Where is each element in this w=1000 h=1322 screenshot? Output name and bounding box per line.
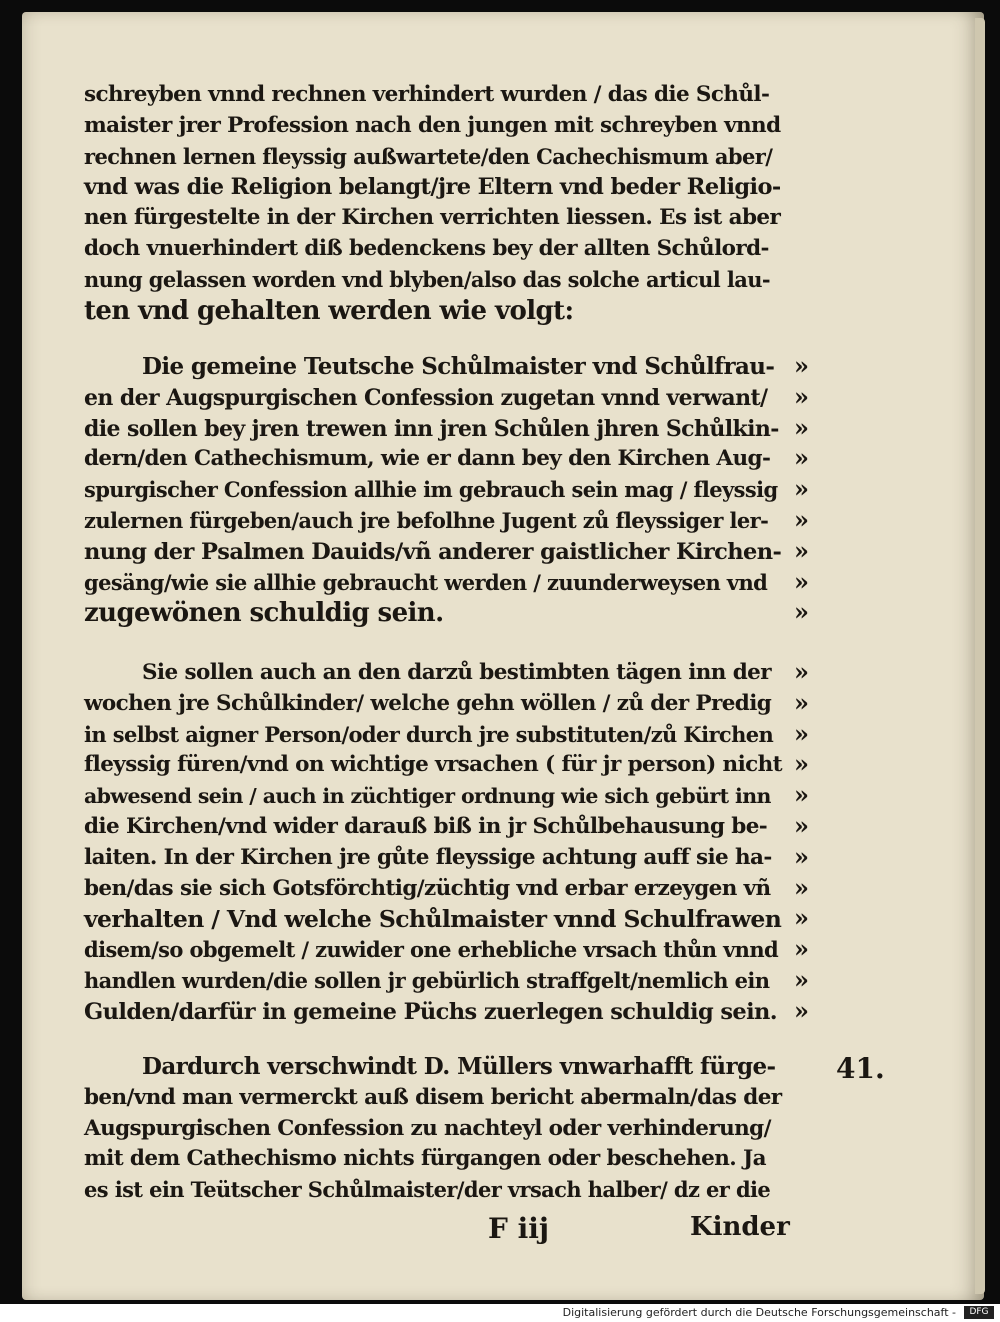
text-line: Augspurgischen Confession zu nachteyl oder verhinderung/ xyxy=(84,1115,771,1141)
quote-mark: » xyxy=(794,474,809,504)
quote-mark: » xyxy=(794,535,809,565)
quote-mark: » xyxy=(794,718,809,748)
text-line: verhalten / Vnd welche Schůlmaister vnnd Schulfrawen xyxy=(84,905,782,934)
text-line: schreyben vnnd rechnen verhindert wurden / das die Schůl- xyxy=(84,82,770,107)
page-edge xyxy=(975,18,985,1294)
text-line: doch vnuerhindert diß bedenckens bey der allten Schůlord- xyxy=(84,236,769,261)
quote-mark: » xyxy=(794,381,809,411)
text-line: rechnen lernen fleyssig außwartete/den Cachechismum aber/ xyxy=(84,143,773,169)
footer-text: Digitalisierung gefördert durch die Deutsche Forschungsgemeinschaft - xyxy=(562,1306,956,1319)
text-line: die Kirchen/vnd wider darauß biß in jr Schůlbehausung be- xyxy=(84,814,768,839)
text-line: Gulden/darfür in gemeine Püchs zuerlegen schuldig sein. xyxy=(84,998,778,1025)
text-line: handlen wurden/die sollen jr gebürlich straffgelt/nemlich ein xyxy=(84,968,770,993)
quote-mark: » xyxy=(794,597,809,627)
quote-mark: » xyxy=(794,841,809,871)
text-line: vnd was die Religion belangt/jre Eltern vnd beder Religio- xyxy=(84,174,781,201)
quote-mark: » xyxy=(794,412,809,442)
text-line: spurgischer Confession allhie im gebrauch sein mag / fleyssig xyxy=(84,477,778,503)
quote-mark: » xyxy=(794,351,809,380)
page-number: 41. xyxy=(836,1052,885,1085)
text-line: die sollen bey jren trewen inn jren Schůlen jhren Schůlkin- xyxy=(84,415,779,442)
quote-mark: » xyxy=(794,903,809,933)
text-line: Die gemeine Teutsche Schůlmaister vnd Schůlfrau- xyxy=(142,353,775,380)
text-line: mit dem Cathechismo nichts fürgangen oder beschehen. Ja xyxy=(84,1146,766,1172)
text-line: Dardurch verschwindt D. Müllers vnwarhafft fürge- xyxy=(142,1053,776,1080)
text-line: fleyssig füren/vnd on wichtige vrsachen ( für jr person) nicht xyxy=(84,752,782,778)
text-line: wochen jre Schůlkinder/ welche gehn wöllen / zů der Predig xyxy=(84,690,772,716)
text-line: ten vnd gehalten werden wie volgt: xyxy=(84,295,574,326)
quote-mark: » xyxy=(794,965,809,994)
text-line: disem/so obgemelt / zuwider one erhebliche vrsach thůn vnnd xyxy=(84,937,779,963)
text-line: zulernen fürgeben/auch jre befolhne Jugent zů fleyssiger ler- xyxy=(84,508,769,533)
text-line: nung der Psalmen Dauids/vñ anderer gaistlicher Kirchen- xyxy=(84,538,782,565)
quote-mark: » xyxy=(794,995,809,1025)
quote-mark: » xyxy=(794,687,809,717)
quote-mark: » xyxy=(794,657,809,686)
text-line: zugewönen schuldig sein. xyxy=(84,598,444,629)
text-line: es ist ein Teütscher Schůlmaister/der vrsach halber/ dz er die xyxy=(84,1177,771,1203)
quote-mark: » xyxy=(794,811,809,840)
text-line: in selbst aigner Person/oder durch jre substituten/zů Kirchen xyxy=(84,721,774,747)
text-line: gesäng/wie sie allhie gebraucht werden / zuunderweysen vnd xyxy=(84,569,768,595)
quote-mark: » xyxy=(794,872,809,902)
text-line: ben/vnd man vermerckt auß disem bericht abermaln/das der xyxy=(84,1084,782,1110)
quote-mark: » xyxy=(794,749,809,779)
text-line: nung gelassen worden vnd blyben/also das solche articul lau- xyxy=(84,266,771,292)
text-line: nen fürgestelte in der Kirchen verrichten liessen. Es ist aber xyxy=(84,205,781,231)
text-line: ben/das sie sich Gotsförchtig/züchtig vnd erbar erzeygen vñ xyxy=(84,875,771,901)
dfg-logo: DFG xyxy=(964,1306,994,1319)
quote-mark: » xyxy=(794,934,809,964)
text-line: Sie sollen auch an den darzů bestimbten tägen inn der xyxy=(142,660,771,685)
text-line: en der Augspurgischen Confession zugetan vnnd verwant/ xyxy=(84,384,768,411)
text-line: abwesend sein / auch in züchtiger ordnung wie sich gebürt inn xyxy=(84,784,771,809)
text-line: laiten. In der Kirchen jre gůte fleyssige achtung auff sie ha- xyxy=(84,844,772,870)
quote-mark: » xyxy=(794,443,809,473)
text-line: maister jrer Profession nach den jungen mit schreyben vnnd xyxy=(84,112,781,138)
signature-mark: F iij xyxy=(488,1212,550,1245)
quote-mark: » xyxy=(794,566,809,596)
quote-mark: » xyxy=(794,505,809,534)
text-line: dern/den Cathechismum, wie er dann bey den Kirchen Aug- xyxy=(84,446,771,472)
catchword: Kinder xyxy=(690,1212,790,1242)
quote-mark: » xyxy=(794,780,809,810)
footer-bar xyxy=(0,1304,1000,1322)
